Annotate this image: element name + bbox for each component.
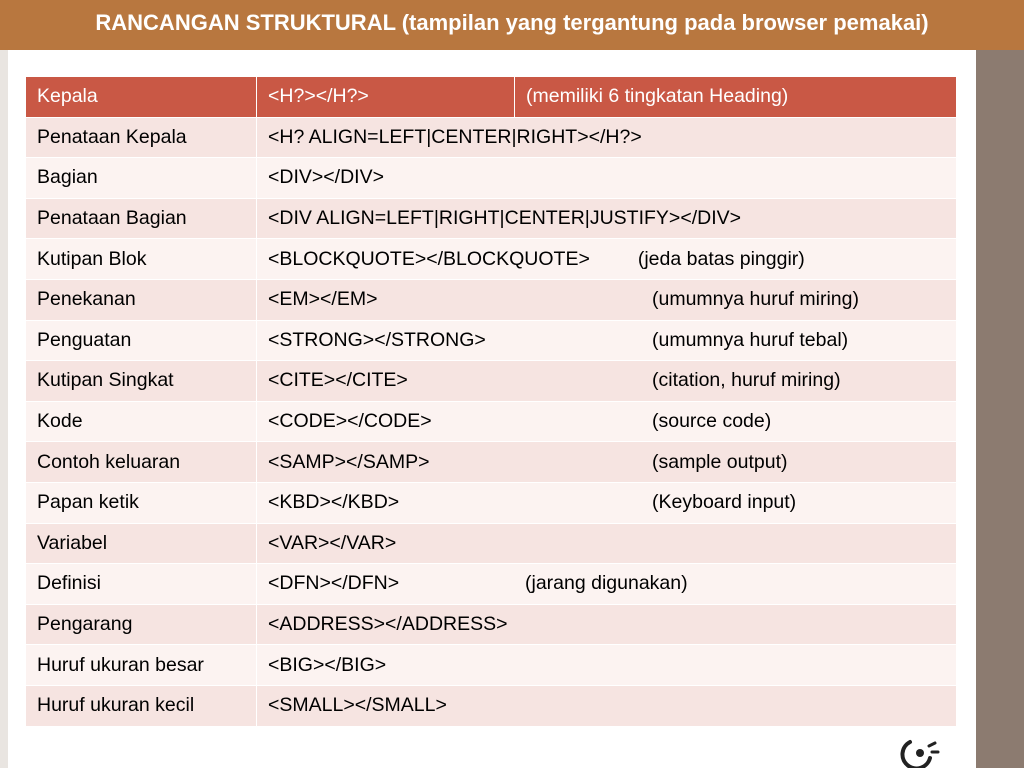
row-label: Bagian — [26, 158, 257, 199]
table-row — [26, 279, 957, 320]
row-tag: <SAMP></SAMP> — [268, 450, 430, 473]
table-row — [26, 158, 957, 199]
table-row — [26, 482, 957, 523]
sun-swirl-icon — [896, 738, 940, 768]
table-row — [26, 198, 957, 239]
row-tag: <DFN></DFN> — [268, 572, 400, 595]
row-tag-with-note — [257, 320, 957, 361]
table-row — [26, 442, 957, 483]
row-note: (umumnya huruf miring) — [652, 288, 859, 311]
table-row — [26, 523, 957, 564]
row-note: (source code) — [652, 410, 772, 433]
row-label: Definisi — [26, 564, 257, 605]
row-tag-with-note — [257, 442, 957, 483]
row-tag: <ADDRESS></ADDRESS> — [257, 604, 957, 645]
row-tag: <BLOCKQUOTE></BLOCKQUOTE> — [268, 247, 590, 270]
table-header-row — [26, 77, 957, 118]
row-tag: <KBD></KBD> — [268, 491, 400, 514]
table-row — [26, 401, 957, 442]
row-note: (jeda batas pinggir) — [637, 247, 805, 270]
row-tag: <STRONG></STRONG> — [268, 328, 486, 351]
table-row — [26, 564, 957, 605]
tag-table-container — [25, 76, 956, 727]
structural-tag-table — [25, 76, 957, 727]
row-tag-with-note — [257, 564, 957, 605]
row-tag-with-note — [257, 239, 957, 280]
row-tag-with-note — [257, 361, 957, 402]
row-label: Penekanan — [26, 279, 257, 320]
table-row — [26, 685, 957, 726]
row-label: Huruf ukuran kecil — [26, 685, 257, 726]
row-label: Pengarang — [26, 604, 257, 645]
left-decor-band — [0, 50, 8, 768]
table-row — [26, 361, 957, 402]
row-tag: <H? ALIGN=LEFT|CENTER|RIGHT></H?> — [257, 117, 957, 158]
row-note: (Keyboard input) — [652, 491, 797, 514]
table-row — [26, 117, 957, 158]
row-label: Contoh keluaran — [26, 442, 257, 483]
row-label: Penguatan — [26, 320, 257, 361]
row-label: Kutipan Singkat — [26, 361, 257, 402]
row-tag: <SMALL></SMALL> — [257, 685, 957, 726]
row-label: Kutipan Blok — [26, 239, 257, 280]
row-label: Papan ketik — [26, 482, 257, 523]
row-tag: <DIV ALIGN=LEFT|RIGHT|CENTER|JUSTIFY></DIV> — [257, 198, 957, 239]
row-label: Penataan Kepala — [26, 117, 257, 158]
table-row — [26, 320, 957, 361]
row-tag: <CODE></CODE> — [268, 410, 432, 433]
row-tag: <BIG></BIG> — [257, 645, 957, 686]
table-row — [26, 239, 957, 280]
row-label: Penataan Bagian — [26, 198, 257, 239]
row-note: (umumnya huruf tebal) — [652, 328, 849, 351]
row-note: (jarang digunakan) — [525, 572, 688, 595]
row-label: Variabel — [26, 523, 257, 564]
header-note-cell: (memiliki 6 tingkatan Heading) — [515, 77, 957, 118]
row-label: Huruf ukuran besar — [26, 645, 257, 686]
slide-title: RANCANGAN STRUKTURAL (tampilan yang tergantung pada browser pemakai) — [0, 0, 1024, 50]
row-tag: <DIV></DIV> — [257, 158, 957, 199]
row-tag: <EM></EM> — [268, 288, 378, 311]
row-tag: <CITE></CITE> — [268, 369, 408, 392]
row-tag-with-note — [257, 279, 957, 320]
row-note: (citation, huruf miring) — [652, 369, 841, 392]
row-note: (sample output) — [652, 450, 788, 473]
header-label-cell: Kepala — [26, 77, 257, 118]
right-decor-band — [976, 50, 1024, 768]
row-tag: <VAR></VAR> — [257, 523, 957, 564]
row-tag-with-note — [257, 482, 957, 523]
row-label: Kode — [26, 401, 257, 442]
table-row — [26, 604, 957, 645]
row-tag-with-note — [257, 401, 957, 442]
table-row — [26, 645, 957, 686]
header-tag-cell: <H?></H?> — [257, 77, 515, 118]
